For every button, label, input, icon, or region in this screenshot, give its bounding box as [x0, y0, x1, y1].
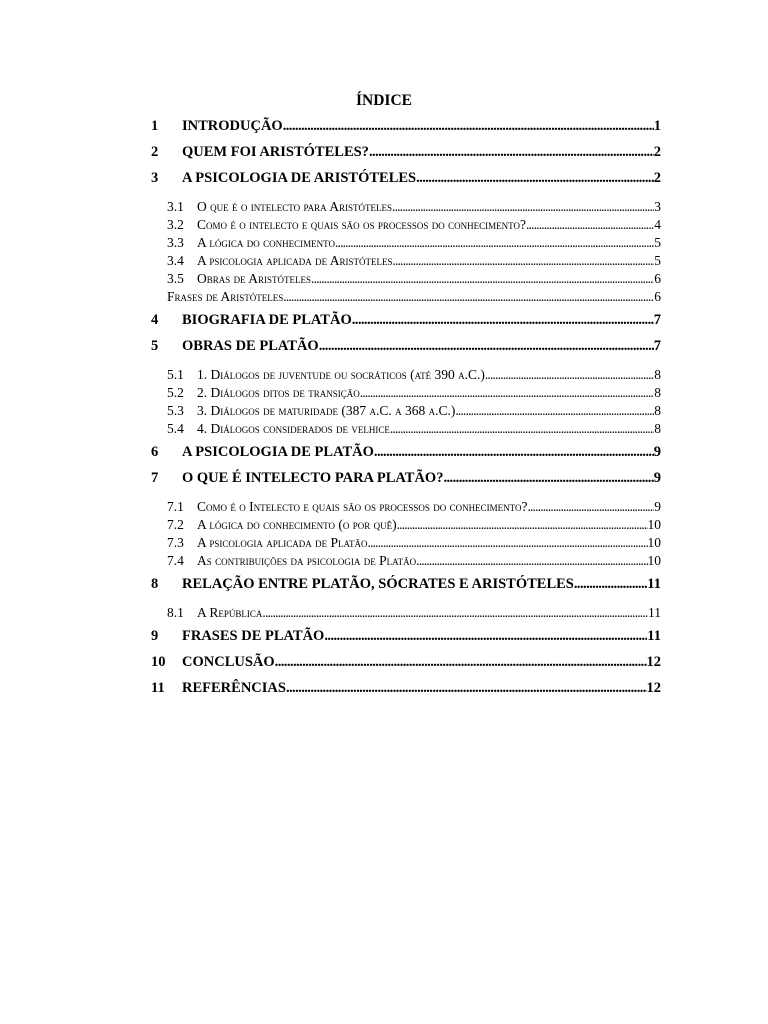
entry-title: O que é o intelecto para Aristóteles — [197, 199, 393, 214]
entry-title: A PSICOLOGIA DE PLATÃO — [182, 444, 374, 460]
entry-title: A lógica do conhecimento (o por quê) — [197, 517, 397, 532]
entry-page-number: 4 — [654, 217, 661, 232]
dot-leader — [262, 604, 648, 622]
entry-title: RELAÇÃO ENTRE PLATÃO, SÓCRATES E ARISTÓTELES — [182, 576, 574, 592]
entry-title: 1. Diálogos de juventude ou socráticos (até 390 a.C.) — [197, 367, 485, 382]
dot-leader — [360, 384, 655, 402]
entry-title: QUEM FOI ARISTÓTELES? — [182, 144, 369, 160]
toc-chapter-entry[interactable] — [151, 442, 661, 468]
entry-page-number: 2 — [653, 170, 661, 186]
toc-chapter-entry[interactable] — [151, 652, 661, 678]
toc-section-entry[interactable] — [151, 534, 661, 552]
toc-chapter-entry[interactable] — [151, 468, 661, 494]
entry-number: 3.3 — [167, 235, 184, 250]
entry-number: 7.4 — [167, 553, 184, 568]
entry-page-number: 9 — [653, 470, 661, 486]
toc-section-entry[interactable] — [151, 252, 661, 270]
dot-leader — [443, 468, 653, 488]
entry-page-number: 8 — [654, 385, 661, 400]
entry-page-number: 8 — [654, 403, 661, 418]
entry-page-number: 1 — [653, 118, 661, 134]
entry-number: 5.3 — [167, 403, 184, 418]
entry-page-number: 3 — [654, 199, 661, 214]
dot-leader — [368, 534, 648, 552]
entry-title: As contribuições da psicologia de Platão — [197, 553, 417, 568]
entry-page-number: 9 — [654, 499, 661, 514]
dot-leader — [283, 288, 654, 306]
entry-number: 8.1 — [167, 605, 184, 620]
toc-chapter-entry[interactable] — [151, 310, 661, 336]
toc-section-entry[interactable] — [151, 198, 661, 216]
toc-chapter-entry[interactable] — [151, 168, 661, 194]
entry-number: 3.4 — [167, 253, 184, 268]
entry-page-number: 6 — [654, 289, 661, 304]
entry-page-number: 5 — [654, 253, 661, 268]
entry-title: 2. Diálogos ditos de transição — [197, 385, 360, 400]
entry-number: 7.2 — [167, 517, 184, 532]
dot-leader — [416, 168, 654, 188]
entry-page-number: 2 — [653, 144, 661, 160]
entry-title: OBRAS DE PLATÃO — [182, 338, 319, 354]
entry-title: 3. Diálogos de maturidade (387 a.C. a 368 a.C.) — [197, 403, 456, 418]
entry-number: 5.4 — [167, 421, 184, 436]
toc-chapter-entry[interactable] — [151, 626, 661, 652]
toc-section-entry[interactable] — [151, 552, 661, 570]
dot-leader — [527, 498, 654, 516]
dot-leader — [335, 234, 654, 252]
entry-title: BIOGRAFIA DE PLATÃO — [182, 312, 352, 328]
entry-page-number: 9 — [653, 444, 661, 460]
entry-number: 6 — [151, 444, 159, 460]
entry-page-number: 7 — [653, 312, 661, 328]
entry-title: A lógica do conhecimento — [197, 235, 335, 250]
entry-title: Frases de Aristóteles — [167, 289, 284, 304]
entry-title: O QUE É INTELECTO PARA PLATÃO? — [182, 470, 444, 486]
entry-page-number: 12 — [646, 680, 661, 696]
entry-number: 5.1 — [167, 367, 184, 382]
toc-section-entry[interactable] — [151, 420, 661, 438]
dot-leader — [283, 116, 654, 136]
entry-number: 10 — [151, 654, 166, 670]
dot-leader — [319, 336, 654, 356]
toc-chapter-entry[interactable] — [151, 116, 661, 142]
entry-number: 3.2 — [167, 217, 184, 232]
entry-title: CONCLUSÃO — [182, 654, 275, 670]
entry-title: REFERÊNCIAS — [182, 680, 286, 696]
entry-number: 5.2 — [167, 385, 184, 400]
entry-title: A República — [197, 605, 263, 620]
entry-page-number: 10 — [647, 535, 661, 550]
entry-number: 3.1 — [167, 199, 184, 214]
toc-section-entry[interactable] — [151, 270, 661, 288]
dot-leader — [352, 310, 654, 330]
entry-number: 7.3 — [167, 535, 184, 550]
entry-page-number: 10 — [647, 553, 661, 568]
dot-leader — [574, 574, 647, 594]
entry-number: 9 — [151, 628, 159, 644]
dot-leader — [392, 198, 654, 216]
entry-title: A PSICOLOGIA DE ARISTÓTELES — [182, 170, 417, 186]
entry-page-number: 11 — [647, 628, 661, 644]
toc-section-entry[interactable] — [151, 216, 661, 234]
toc-title: ÍNDICE — [356, 92, 412, 109]
dot-leader — [374, 442, 654, 462]
dot-leader — [311, 270, 654, 288]
entry-number: 7 — [151, 470, 159, 486]
dot-leader — [397, 516, 648, 534]
entry-number: 4 — [151, 312, 159, 328]
dot-leader — [393, 252, 655, 270]
entry-number: 5 — [151, 338, 159, 354]
entry-number: 7.1 — [167, 499, 184, 514]
toc-section-entry[interactable] — [151, 402, 661, 420]
entry-page-number: 8 — [654, 367, 661, 382]
entry-number: 3.5 — [167, 271, 184, 286]
entry-title: Como é o intelecto e quais são os processos do conhecimento? — [197, 217, 526, 232]
toc-section-entry[interactable] — [151, 234, 661, 252]
dot-leader — [416, 552, 647, 570]
toc-section-entry[interactable] — [151, 604, 661, 622]
toc-chapter-entry[interactable] — [151, 574, 661, 600]
entry-page-number: 12 — [646, 654, 661, 670]
dot-leader — [369, 142, 654, 162]
entry-title: INTRODUÇÃO — [182, 118, 283, 134]
entry-page-number: 7 — [653, 338, 661, 354]
entry-number: 2 — [151, 144, 159, 160]
entry-number: 11 — [151, 680, 165, 696]
entry-title: A psicologia aplicada de Aristóteles — [197, 253, 393, 268]
entry-title: Obras de Aristóteles — [197, 271, 312, 286]
dot-leader — [286, 678, 647, 698]
dot-leader — [324, 626, 647, 646]
toc-section-entry[interactable] — [151, 516, 661, 534]
entry-number: 3 — [151, 170, 159, 186]
dot-leader — [485, 366, 654, 384]
toc-chapter-entry[interactable] — [151, 336, 661, 362]
dot-leader — [275, 652, 647, 672]
entry-page-number: 11 — [648, 605, 661, 620]
dot-leader — [390, 420, 654, 438]
entry-page-number: 8 — [654, 421, 661, 436]
table-of-contents — [151, 116, 661, 704]
entry-page-number: 10 — [647, 517, 661, 532]
toc-section-entry[interactable] — [151, 288, 661, 306]
dot-leader — [455, 402, 654, 420]
toc-chapter-entry[interactable] — [151, 678, 661, 704]
toc-chapter-entry[interactable] — [151, 142, 661, 168]
entry-page-number: 11 — [647, 576, 661, 592]
entry-title: 4. Diálogos considerados de velhice — [197, 421, 390, 436]
toc-section-entry[interactable] — [151, 366, 661, 384]
toc-section-entry[interactable] — [151, 498, 661, 516]
entry-title: FRASES DE PLATÃO — [182, 628, 325, 644]
dot-leader — [526, 216, 654, 234]
entry-title: Como é o Intelecto e quais são os processos do conhecimento? — [197, 499, 528, 514]
toc-section-entry[interactable] — [151, 384, 661, 402]
entry-page-number: 6 — [654, 271, 661, 286]
entry-number: 8 — [151, 576, 159, 592]
entry-number: 1 — [151, 118, 159, 134]
entry-title: A psicologia aplicada de Platão — [197, 535, 368, 550]
entry-page-number: 5 — [654, 235, 661, 250]
